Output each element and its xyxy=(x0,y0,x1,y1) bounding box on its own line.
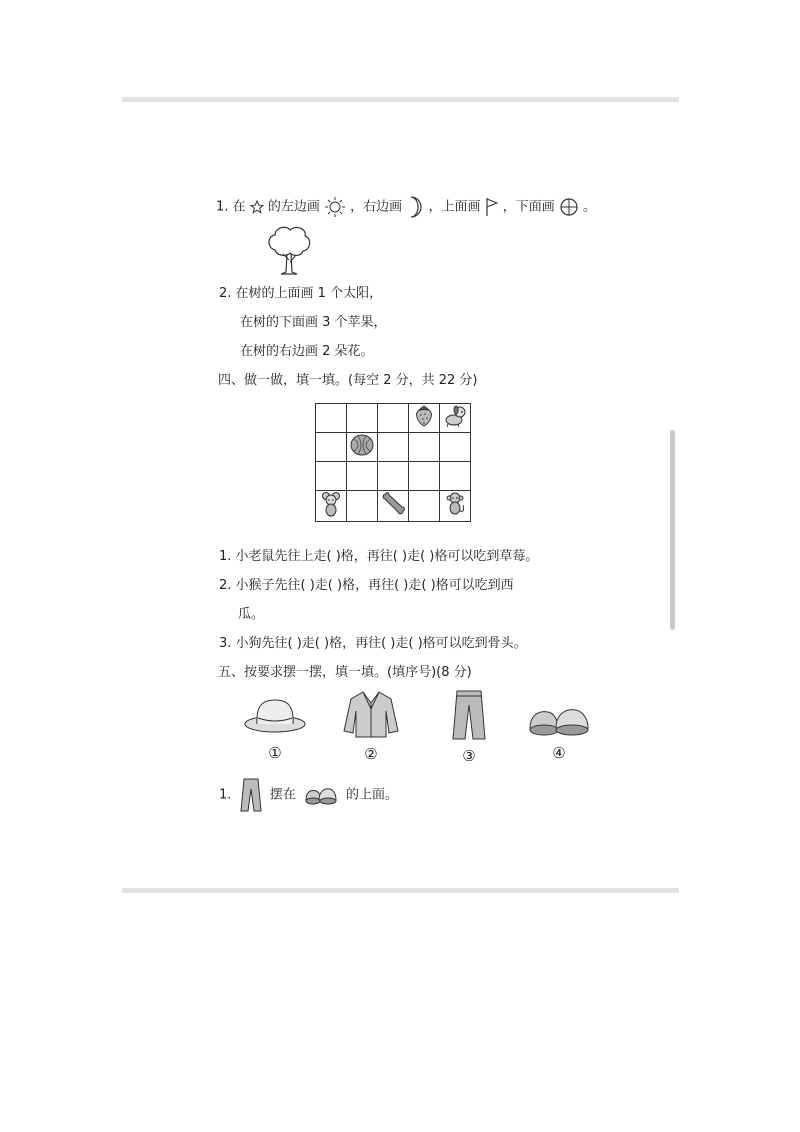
bottom-divider xyxy=(122,888,679,893)
question-5-1: 1. 摆在 的上面。 xyxy=(219,778,398,812)
monkey-icon xyxy=(444,491,466,517)
top-divider xyxy=(122,97,679,102)
item-hat: ① xyxy=(242,692,308,762)
star-icon xyxy=(250,200,264,214)
ball-icon xyxy=(559,197,579,217)
watermelon-icon xyxy=(349,433,375,457)
question-4-2: 2. 小猴子先往( )走( )格，再往( )走( )格可以吃到西 xyxy=(219,578,514,593)
flag-icon xyxy=(485,197,499,217)
section-5-title: 五、按要求摆一摆，填一填。(填序号)(8 分) xyxy=(218,665,472,680)
question-4-2-cont: 瓜。 xyxy=(238,607,265,622)
section-4-title: 四、做一做，填一填。(每空 2 分，共 22 分) xyxy=(218,373,478,388)
question-3-1: 1. 在 的左边画 ，右边画 ，上面画 ，下面画 。 xyxy=(216,196,596,218)
sun-icon xyxy=(324,196,346,218)
moon-icon xyxy=(406,196,424,218)
bone-cell xyxy=(378,491,409,522)
pants-icon xyxy=(240,778,262,812)
question-4-3: 3. 小狗先往( )走( )格，再往( )走( )格可以吃到骨头。 xyxy=(219,636,527,651)
question-3-2-line2: 在树的下面画 3 个苹果， xyxy=(240,315,387,330)
mouse-cell xyxy=(316,491,347,522)
monkey-cell xyxy=(440,491,471,522)
watermelon-cell xyxy=(347,433,378,462)
hat-icon xyxy=(242,692,308,738)
animal-grid xyxy=(315,403,471,522)
strawberry-icon xyxy=(413,404,435,428)
jacket-icon xyxy=(341,689,401,739)
dog-icon xyxy=(442,404,468,428)
question-3-2: 2. 在树的上面画 1 个太阳， xyxy=(219,286,383,301)
item-pants: ③ xyxy=(447,689,491,765)
scrollbar[interactable] xyxy=(670,430,675,630)
mouse-icon xyxy=(321,491,341,517)
shoes-icon xyxy=(304,784,338,806)
item-jacket: ② xyxy=(341,689,401,763)
question-3-2-line3: 在树的右边画 2 朵花。 xyxy=(240,344,374,359)
pants-icon xyxy=(447,689,491,741)
tree-icon xyxy=(265,224,313,276)
question-4-1: 1. 小老鼠先往上走( )格，再往( )走( )格可以吃到草莓。 xyxy=(219,549,539,564)
shoes-icon xyxy=(526,698,592,738)
strawberry-cell xyxy=(409,404,440,433)
item-shoes: ④ xyxy=(526,698,592,762)
bone-icon xyxy=(380,491,406,517)
dog-cell xyxy=(440,404,471,433)
